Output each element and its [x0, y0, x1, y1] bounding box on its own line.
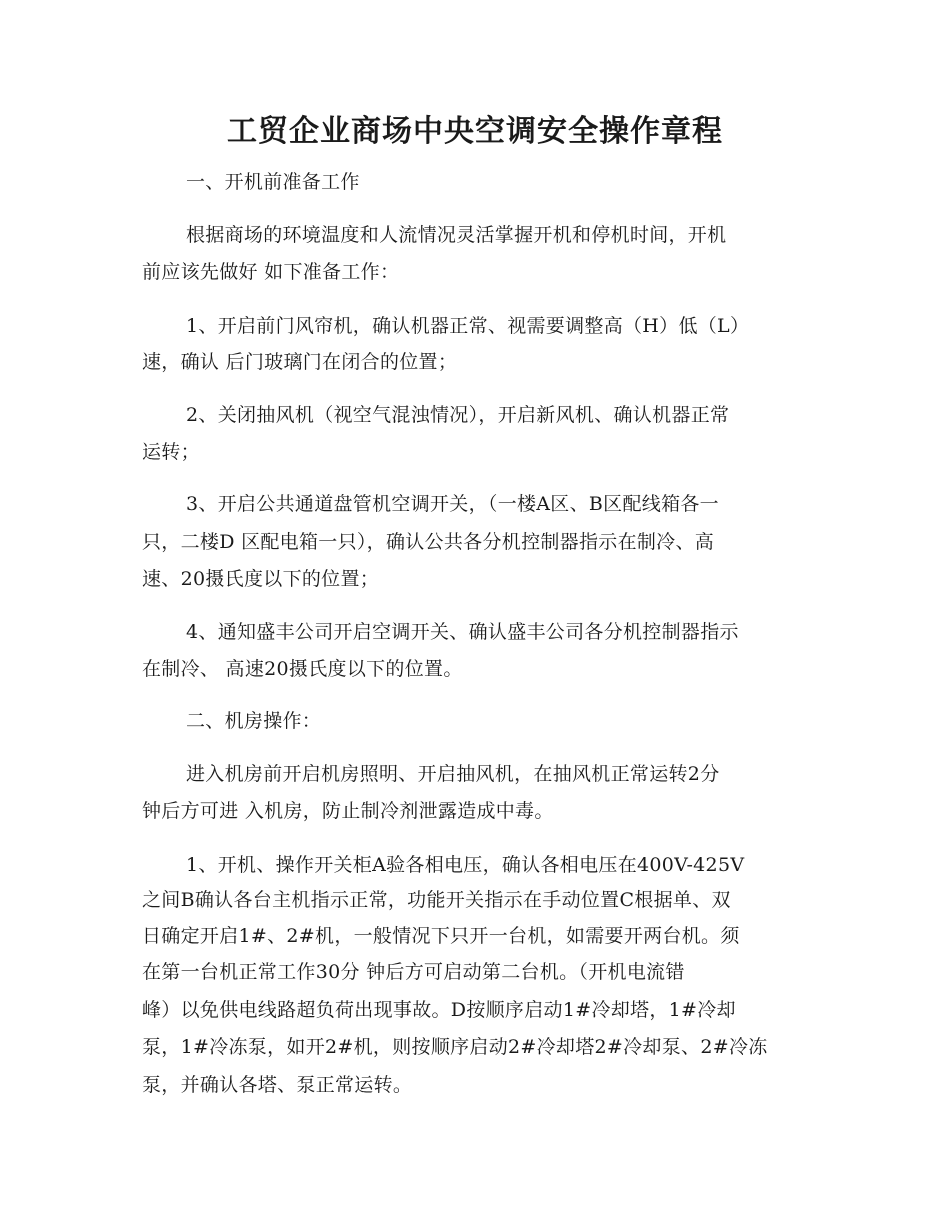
paragraph-line: 峰）以免供电线路超负荷出现事故。D按顺序启动1#冷却塔，1#冷却 — [142, 999, 736, 1021]
paragraph-line: 1、开机、操作开关柜A验各相电压，确认各相电压在400V-425V — [186, 854, 745, 876]
paragraph-line: 速、20摄氏度以下的位置； — [142, 568, 380, 590]
paragraph-line: 4、通知盛丰公司开启空调开关、确认盛丰公司各分机控制器指示 — [186, 621, 739, 643]
paragraph-line: 根据商场的环境温度和人流情况灵活掌握开机和停机时间，开机 — [186, 224, 727, 246]
paragraph-line: 只，二楼D 区配电箱一只），确认公共各分机控制器指示在制冷、高 — [142, 531, 715, 553]
paragraph-line: 2、关闭抽风机（视空气混浊情况），开启新风机、确认机器正常 — [186, 404, 730, 426]
paragraph-line: 日确定开启1#、2#机，一般情况下只开一台机，如需要开两台机。须 — [142, 925, 740, 947]
paragraph-line: 3、开启公共通道盘管机空调开关，（一楼A区、B区配线箱各一 — [186, 493, 719, 515]
paragraph-line: 泵，1#冷冻泵，如开2#机，则按顺序启动2#冷却塔2#冷却泵、2#冷冻 — [142, 1036, 768, 1058]
paragraph-line: 速，确认 后门玻璃门在闭合的位置； — [142, 351, 458, 373]
page-title: 工贸企业商场中央空调安全操作章程 — [227, 114, 723, 149]
paragraph-line: 前应该先做好 如下准备工作： — [142, 261, 400, 283]
paragraph-line: 1、开启前门风帘机，确认机器正常、视需要调整高（H）低（L） — [186, 315, 750, 337]
section-heading-1: 一、开机前准备工作 — [186, 171, 360, 193]
paragraph-line: 在制冷、 高速20摄氏度以下的位置。 — [142, 658, 463, 680]
paragraph-line: 在第一台机正常工作30分 钟后方可启动第二台机。（开机电流错 — [142, 961, 685, 983]
section-heading-2: 二、机房操作： — [186, 710, 322, 732]
paragraph-line: 钟后方可进 入机房，防止制冷剂泄露造成中毒。 — [142, 800, 554, 822]
paragraph-line: 进入机房前开启机房照明、开启抽风机，在抽风机正常运转2分 — [186, 763, 720, 785]
paragraph-line: 泵，并确认各塔、泵正常运转。 — [142, 1074, 413, 1096]
paragraph-line: 之间B确认各台主机指示正常，功能开关指示在手动位置C根据单、双 — [142, 889, 731, 911]
paragraph-line: 运转； — [142, 441, 200, 463]
